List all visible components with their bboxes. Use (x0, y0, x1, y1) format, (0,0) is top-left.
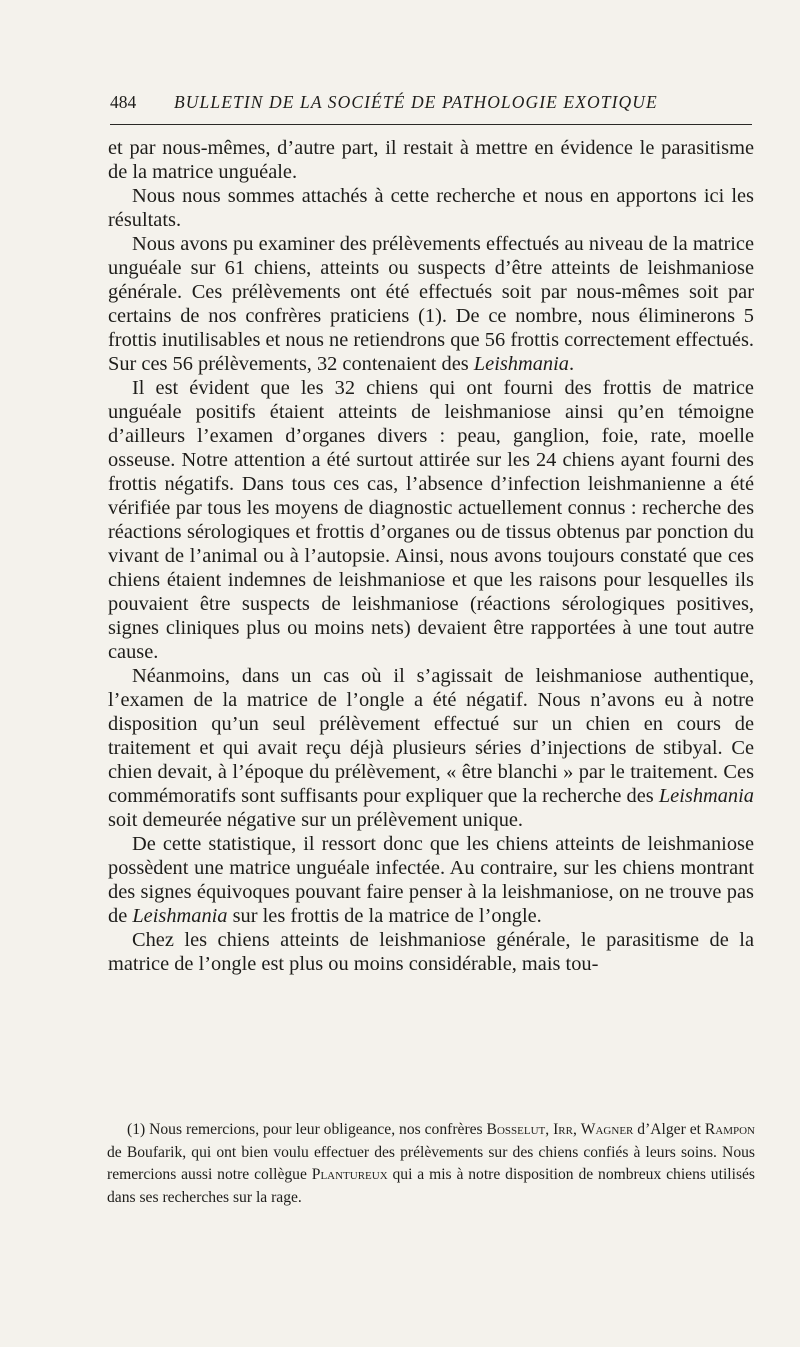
header-rule (110, 124, 752, 125)
paragraph-6-text: De cette statistique, il ressort donc que les chiens atteints de leishmaniose possèdent une matrice unguéale infectée. Au contraire, sur les chiens montrant des signes équivoques pouvant faire penser à la leishmaniose, on ne trouve pas de (108, 833, 754, 927)
paragraph-6-end: sur les frottis de la matrice de l’ongle. (227, 905, 542, 927)
footnote-text: , (572, 1121, 581, 1138)
footnote-1 (107, 1119, 755, 1209)
footnote-text: , (545, 1121, 554, 1138)
paragraph-5-end: soit demeurée négative sur un prélèvement unique. (108, 809, 524, 831)
paragraph-4: Il est évident que les 32 chiens qui ont fourni des frottis de matrice unguéale positifs étaient atteints de leishmaniose ainsi qu’en témoigne d’ailleurs l’examen d’organes divers : peau, ganglion, foie, rate, moelle osseuse. Notre attention a été surtout attirée sur les 24 chiens ayant fourni des frottis négatifs. Dans tous ces cas, l’absence d’infection leishmanienne a été vérifiée par tous les moyens de diagnostic actuellement connus : recherche des réactions sérologiques et frottis d’organes ou de tissus obtenus par ponction du vivant de l’animal ou à l’autopsie. Ainsi, nous avons toujours constaté que ces chiens étaient indemnes de leishmaniose et que les raisons pour lesquelles ils pouvaient être suspects de leishmaniose (réactions sérologiques positives, signes cliniques plus ou moins nets) devaient être rapportées à une tout autre cause. (108, 377, 754, 663)
author-name: Wagner (580, 1121, 634, 1138)
taxon-leishmania: Leishmania (473, 353, 569, 375)
body-text (108, 136, 754, 976)
paragraph-2: Nous nous sommes attachés à cette recherche et nous en apportons ici les résultats. (108, 185, 754, 231)
page-number: 484 (110, 92, 137, 112)
footnote-text: qui a mis à notre disposition de nombreux chiens utilisés dans ses recherches sur la rage. (107, 1166, 755, 1206)
paragraph-7: Chez les chiens atteints de leishmaniose générale, le parasitisme de la matrice de l’ongle est plus ou moins considérable, mais tou- (108, 929, 754, 975)
running-header (110, 92, 752, 122)
paragraph-3 (108, 232, 754, 376)
paragraph-3-end: . (568, 353, 575, 375)
author-name: Rampon (704, 1121, 756, 1138)
paragraph-3-text: Nous avons pu examiner des prélèvements effectués au niveau de la matrice unguéale sur 61 chiens, atteints ou suspects d’être atteints de leishmaniose générale. Ces prélèvements ont été effectués soit par nous-mêmes soit par certains de nos confrères praticiens (1). De ce nombre, nous éliminerons 5 frottis inutilisables et nous ne retiendrons que 56 frottis correctement effectués. Sur ces 56 prélèvements, 32 contenaient des (108, 233, 754, 375)
author-name: Plantureux (311, 1166, 388, 1183)
footnote-text: (1) Nous remercions, pour leur obligeance, nos confrères (127, 1121, 487, 1138)
taxon-leishmania: Leishmania (658, 785, 754, 807)
paragraph-continuation: et par nous-mêmes, d’autre part, il restait à mettre en évidence le parasitisme de la matrice unguéale. (108, 137, 754, 183)
paragraph-5-text: Néanmoins, dans un cas où il s’agissait de leishmaniose authentique, l’examen de la matrice de l’ongle a été négatif. Nous n’avons eu à notre disposition qu’un seul prélèvement effectué sur un chien en cours de traitement et qui avait reçu déjà plusieurs séries d’injections de stibyal. Ce chien devait, à l’époque du prélèvement, « être blanchi » par le traitement. Ces commémoratifs sont suffisants pour expliquer que la recherche des (108, 665, 754, 807)
running-title: BULLETIN DE LA SOCIÉTÉ DE PATHOLOGIE EXOTIQUE (174, 92, 658, 112)
paragraph-6 (108, 832, 754, 928)
footnote-text: d’Alger et (633, 1121, 705, 1138)
taxon-leishmania: Leishmania (132, 905, 228, 927)
author-name: Bosselut (486, 1121, 546, 1138)
author-name: Irr (553, 1121, 573, 1138)
footnote-text: de Boufarik, qui ont bien voulu effectuer des prélèvements sur des chiens confiés à leurs soins. Nous remercions aussi notre collègue (107, 1143, 755, 1183)
paragraph-5 (108, 664, 754, 832)
footnotes (107, 1119, 755, 1209)
